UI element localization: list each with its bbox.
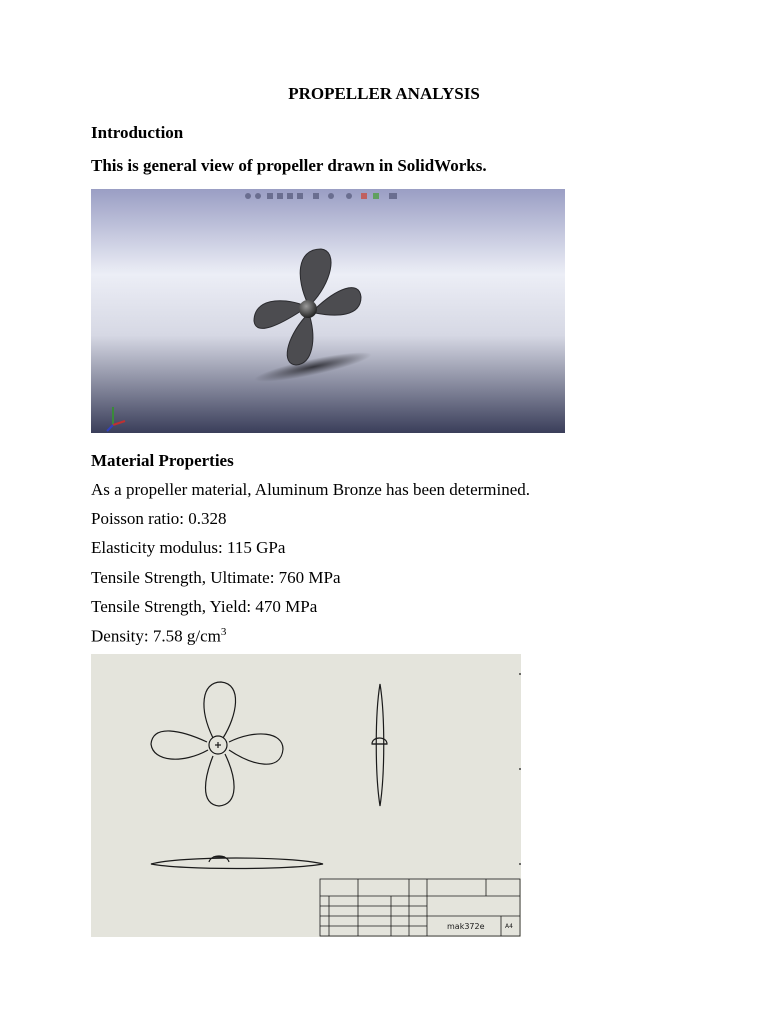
tensile-strength-ultimate: Tensile Strength, Ultimate: 760 MPa <box>91 568 341 587</box>
propeller-3d-render <box>91 189 565 433</box>
propeller-technical-drawing <box>91 654 521 937</box>
tensile-strength-yield: Tensile Strength, Yield: 470 MPa <box>91 597 318 616</box>
material-properties-heading: Material Properties <box>91 451 234 470</box>
part-name: mak372e <box>447 922 485 931</box>
introduction-heading: Introduction <box>91 123 184 142</box>
introduction-text: This is general view of propeller drawn in SolidWorks. <box>91 156 487 175</box>
sheet-size-label: A4 <box>505 923 513 930</box>
material-description: As a propeller material, Aluminum Bronze has been determined. <box>91 480 531 499</box>
density: Density: 7.58 $g/cm^3$ <box>91 626 227 646</box>
page-title: PROPELLER ANALYSIS <box>288 84 480 103</box>
elasticity-modulus: Elasticity modulus: 115 GPa <box>91 538 286 557</box>
poisson-ratio: Poisson ratio: 0.328 <box>91 509 227 528</box>
